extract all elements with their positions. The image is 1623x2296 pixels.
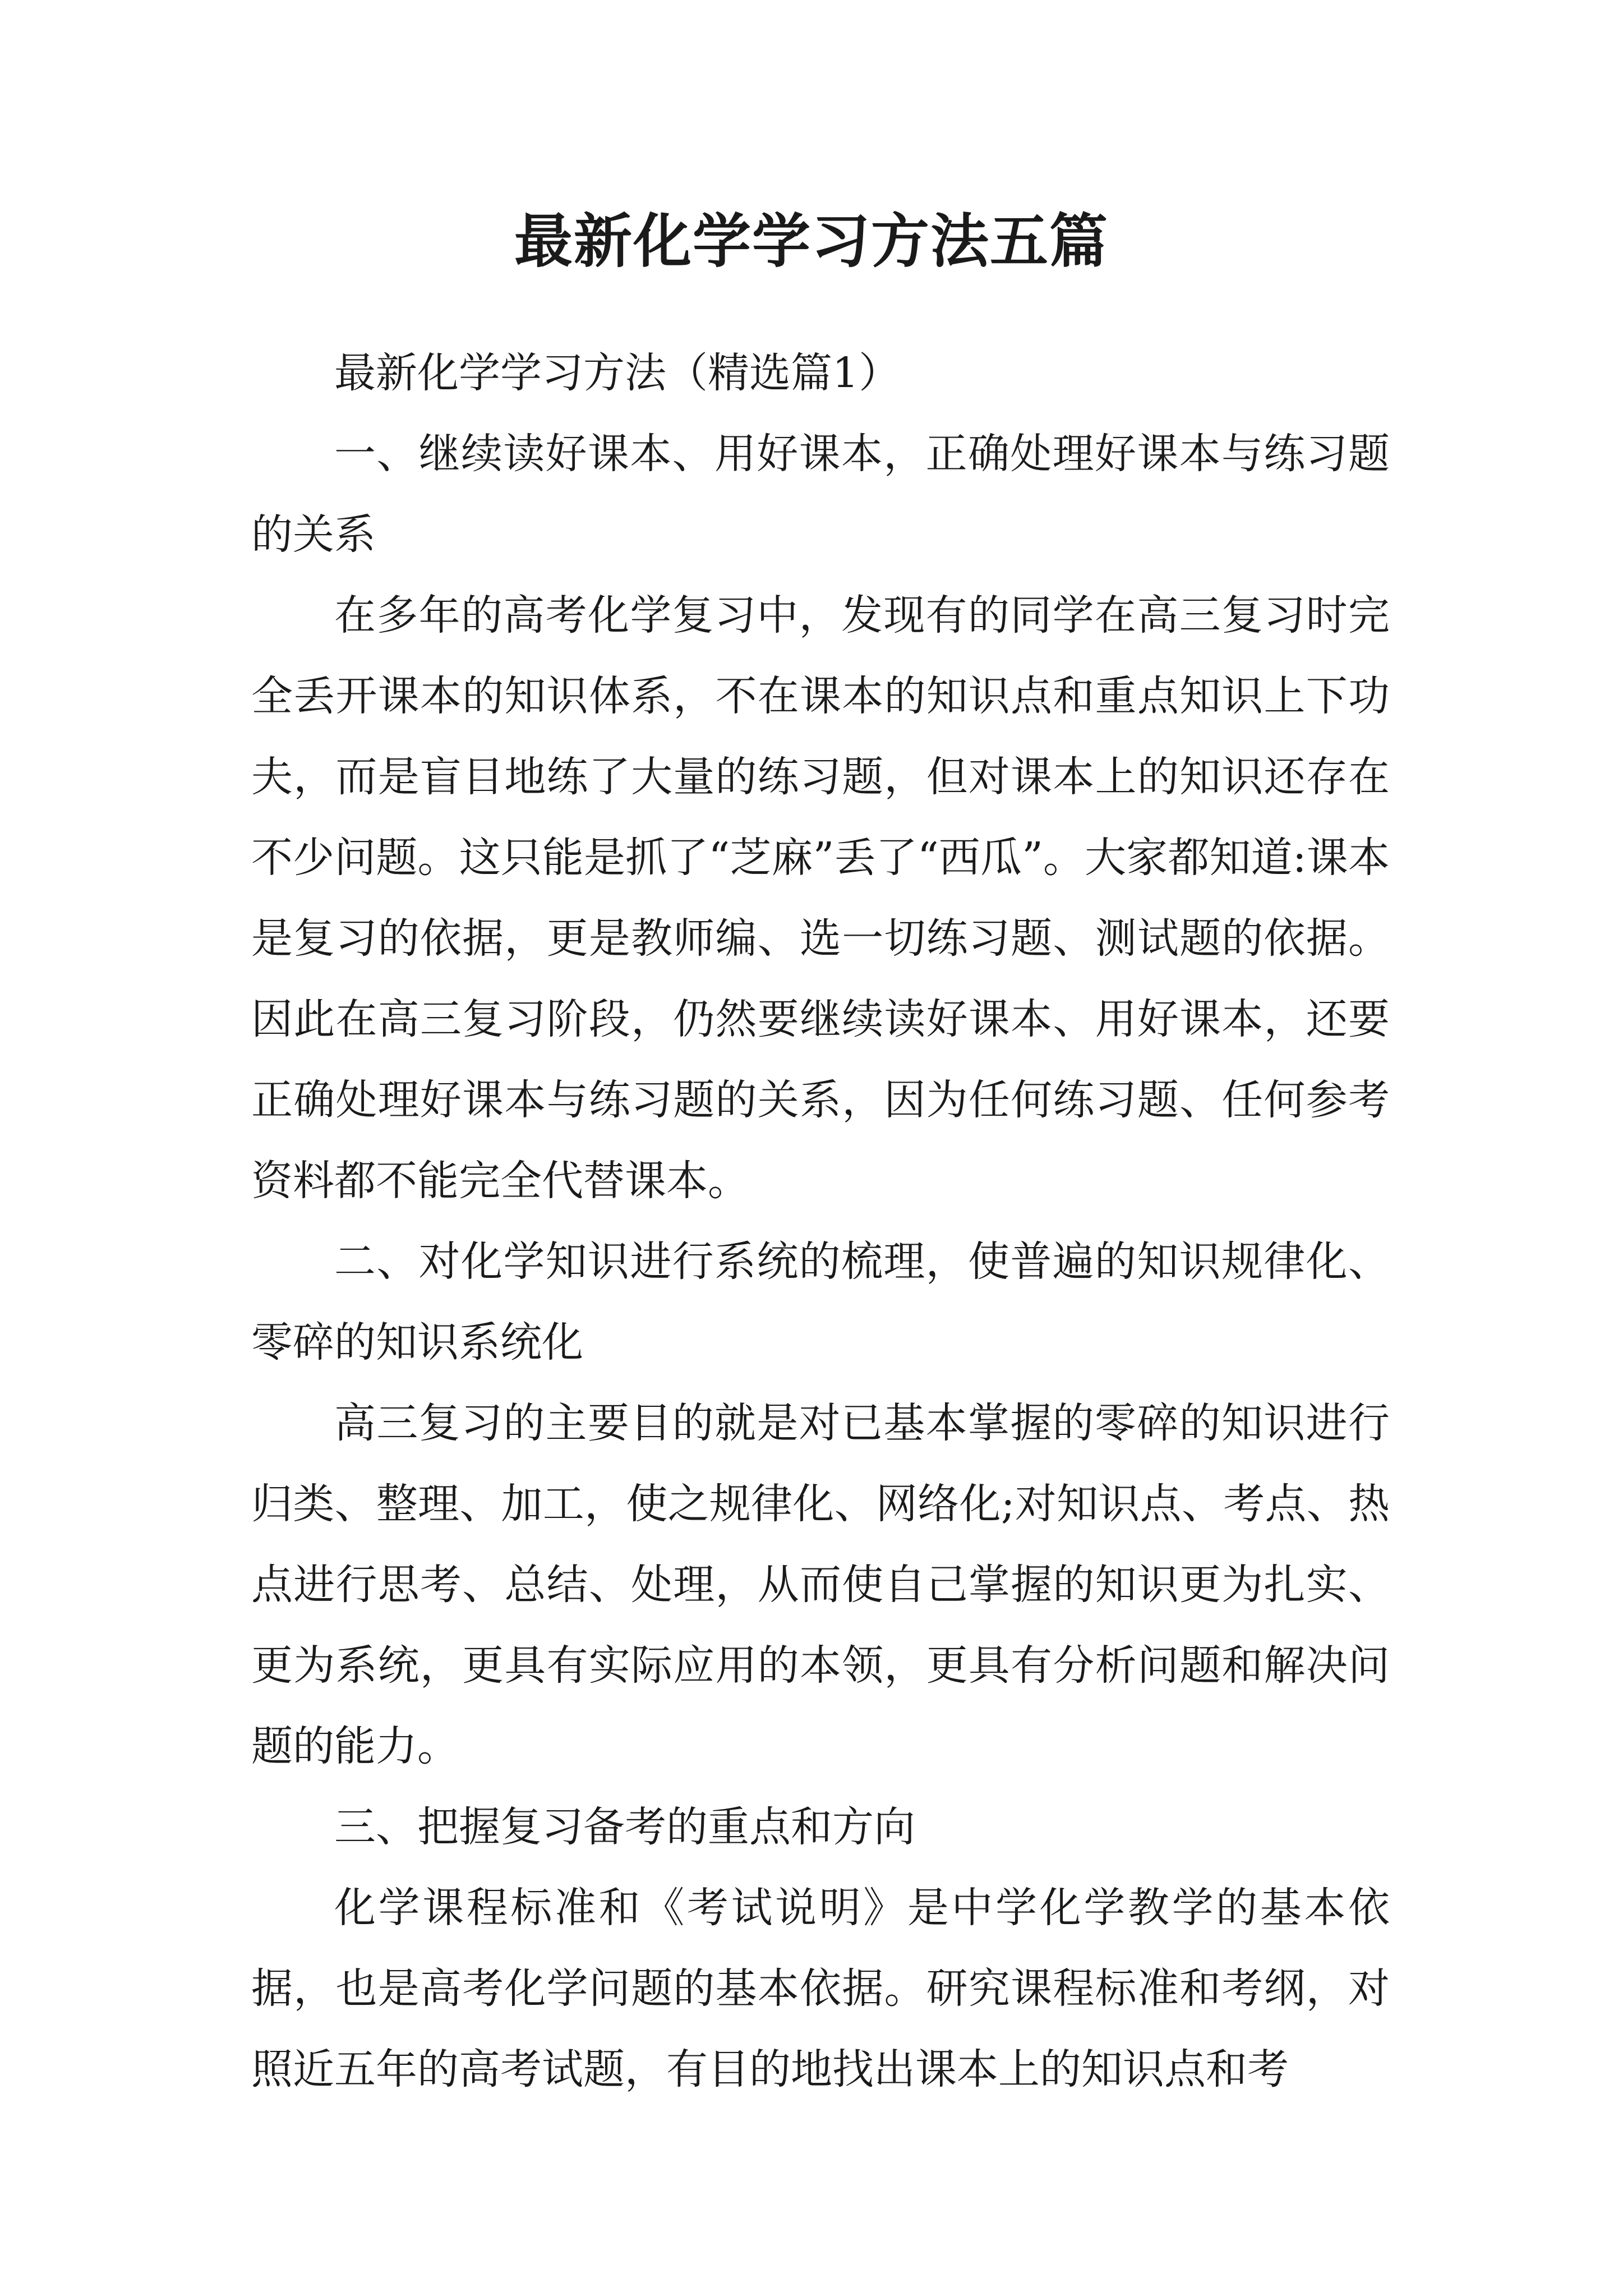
paragraph-section-heading: 最新化学学习方法（精选篇1） bbox=[334, 349, 901, 397]
paragraph-point-1-body: 在多年的高考化学复习中，发现有的同学在高三复习时完全丢开课本的知识体系，不在课本的知识点和重点知识上下功夫，而是盲目地练了大量的练习题，但对课本上的知识还存在不少问题。这只能是抓了“芝麻”丢了“西瓜”。大家都知道:课本是复习的依据，更是教师编、选一切练习题、测试题的依据。因此在高三复习阶段，仍然要继续读好课本、用好课本，还要正确处理好课本与练习题的关系，因为任何练习题、任何参考资料都不能完全代替课本。 bbox=[251, 591, 1390, 1205]
document-body bbox=[251, 333, 1390, 2110]
paragraph-point-1-heading: 一、继续读好课本、用好课本，正确处理好课本与练习题的关系 bbox=[251, 430, 1390, 559]
paragraph-point-2-heading: 二、对化学知识进行系统的梳理，使普遍的知识规律化、零碎的知识系统化 bbox=[251, 1237, 1390, 1366]
paragraph-point-3-body: 化学课程标准和《考试说明》是中学化学教学的基本依据，也是高考化学问题的基本依据。研究课程标准和考纲，对照近五年的高考试题，有目的地找出课本上的知识点和考 bbox=[251, 1884, 1390, 2093]
paragraph-point-2-body: 高三复习的主要目的就是对已基本掌握的零碎的知识进行归类、整理、加工，使之规律化、网络化;对知识点、考点、热点进行思考、总结、处理，从而使自己掌握的知识更为扎实、更为系统，更具有实际应用的本领，更具有分析问题和解决问题的能力。 bbox=[251, 1399, 1390, 1770]
document-title: 最新化学学习方法五篇 bbox=[514, 206, 1109, 275]
paragraph-point-3-heading: 三、把握复习备考的重点和方向 bbox=[334, 1803, 915, 1851]
